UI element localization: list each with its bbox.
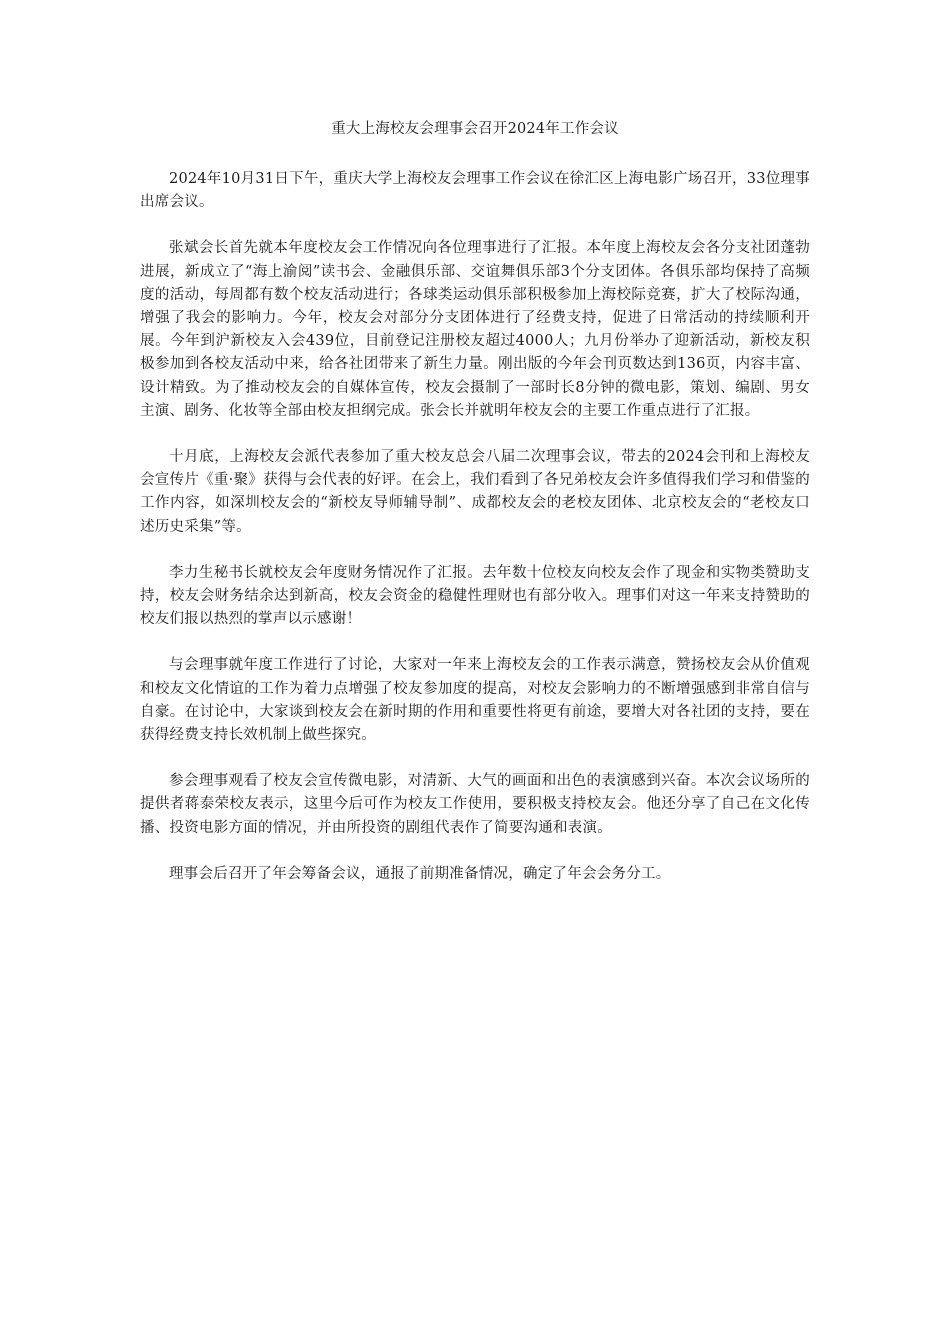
paragraph-general-council: 十月底，上海校友会派代表参加了重大校友总会八届二次理事会议，带去的2024会刊和上海校友会宣传片《重·聚》获得与会代表的好评。在会上，我们看到了各兄弟校友会许多值得我们学习和借鉴的工作内容，如深圳校友会的“新校友导师辅导制”、成都校友会的老校友团体、北京校友会的“老校友口述历史采集”等。 (140, 449, 810, 535)
paragraph-micro-film: 参会理事观看了校友会宣传微电影，对清新、大气的画面和出色的表演感到兴奋。本次会议场所的提供者蒋泰荣校友表示，这里今后可作为校友工作使用，要积极支持校友会。他还分享了自己在文化传播、投资电影方面的情况，并由所投资的剧组代表作了简要沟通和表演。 (140, 773, 810, 836)
paragraph-discussion: 与会理事就年度工作进行了讨论，大家对一年来上海校友会的工作表示满意，赞扬校友会从价值观和校友文化情谊的工作为着力点增强了校友参加度的提高，对校友会影响力的不断增强感到非常自信与自豪。在讨论中，大家谈到校友会在新时期的作用和重要性将更有前途，要增大对各社团的支持，要在获得经费支持长效机制上做些探究。 (140, 657, 810, 744)
document-page (140, 118, 810, 909)
paragraph-finance-report: 李力生秘书长就校友会年度财务情况作了汇报。去年数十位校友向校友会作了现金和实物类赞助支持，校友会财务结余达到新高，校友会资金的稳健性理财也有部分收入。理事们对这一年来支持赞助的校友们报以热烈的掌声以示感谢！ (140, 564, 810, 628)
paragraph-annual-meeting-prep: 理事会后召开了年会筹备会议，通报了前期准备情况，确定了年会会务分工。 (169, 865, 671, 882)
paragraph-president-report: 张斌会长首先就本年度校友会工作情况向各位理事进行了汇报。本年度上海校友会各分支社团蓬勃进展，新成立了“海上渝阅”读书会、金融俱乐部、交谊舞俱乐部3个分支团体。各俱乐部均保持了高频度的活动，每周都有数个校友活动进行；各球类运动俱乐部积极参加上海校际竞赛，扩大了校际沟通，增强了我会的影响力。今年，校友会对部分分支团体进行了经费支持，促进了日常活动的持续顺利开展。今年到沪新校友入会439位，目前登记注册校友超过4000人；九月份举办了迎新活动，新校友积极参加到各校友活动中来，给各社团带来了新生力量。刚出版的今年会刊页数达到136页，内容丰富、设计精致。为了推动校友会的自媒体宣传，校友会摄制了一部时长8分钟的微电影，策划、编剧、男女主演、剧务、化妆等全部由校友担纲完成。张会长并就明年校友会的主要工作重点进行了汇报。 (140, 240, 810, 419)
document-title: 重大上海校友会理事会召开2024年工作会议 (331, 121, 619, 137)
paragraph-meeting-intro: 2024年10月31日下午，重庆大学上海校友会理事工作会议在徐汇区上海电影广场召开，33位理事出席会议。 (140, 171, 811, 211)
